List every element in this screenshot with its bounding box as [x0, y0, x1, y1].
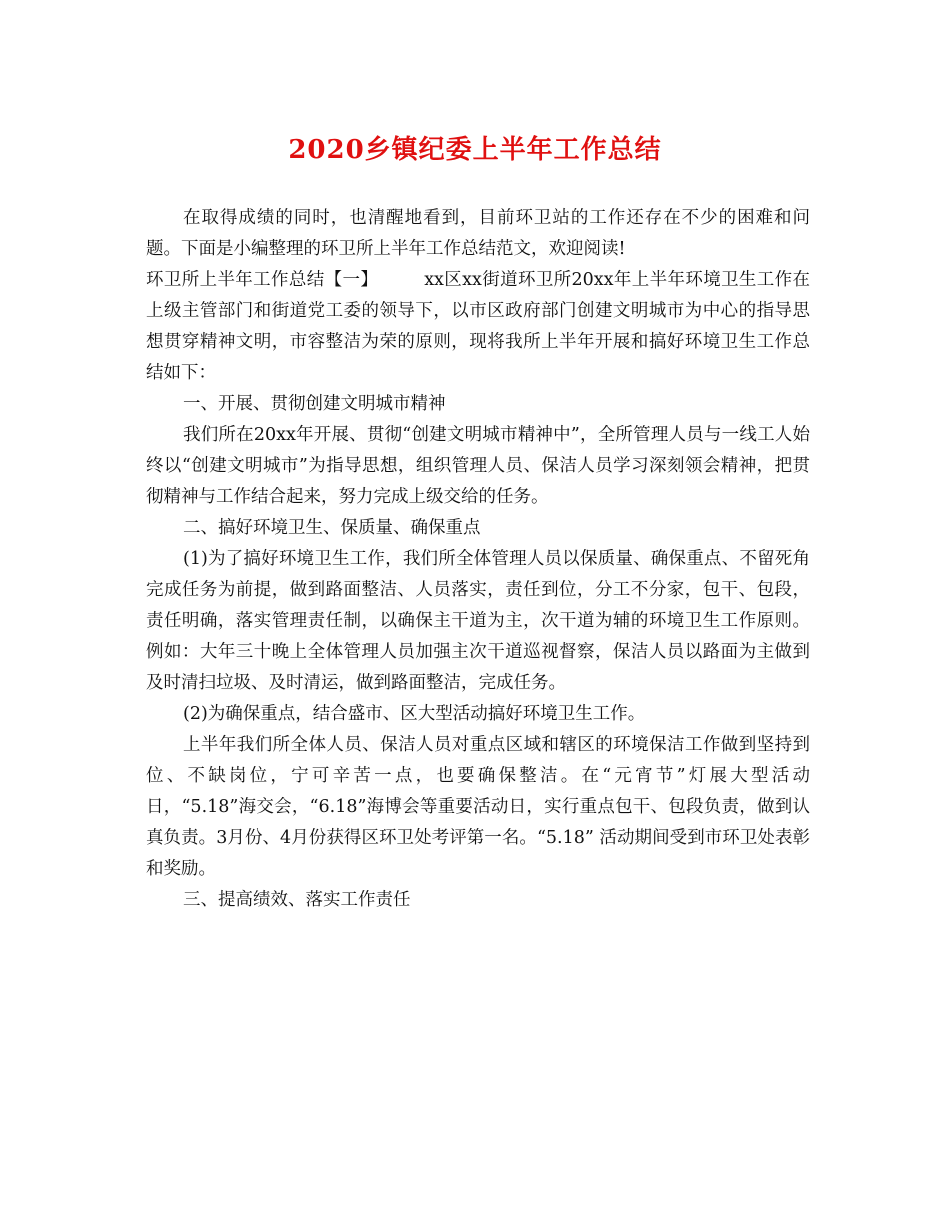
paragraph-3: (2)为确保重点，结合盛市、区大型活动搞好环境卫生工作。 [183, 704, 646, 724]
document-title: 2020乡镇纪委上半年工作总结 [288, 135, 662, 165]
heading-2: 二、搞好环境卫生、保质量、确保重点 [183, 518, 481, 538]
paragraph-1: 我们所在20xx年开展、贯彻“创建文明城市精神中”，全所管理人员与一线工人始终以“创建文明城市”为指导思想，组织管理人员、保洁人员学习深刻领会精神，把贯彻精神与工作结合起来，努力完成上级交给的任务。 [146, 425, 810, 507]
intro-paragraph: 在取得成绩的同时，也清醒地看到，目前环卫站的工作还存在不少的困难和问题。下面是小编整理的环卫所上半年工作总结范文，欢迎阅读! [146, 208, 810, 259]
paragraph-4: 上半年我们所全体人员、保洁人员对重点区域和辖区的环境保洁工作做到坚持到位、不缺岗位，宁可辛苦一点，也要确保整洁。在“元宵节”灯展大型活动日，“5.18”海交会，“6.18”海博会等重要活动日，实行重点包干、包段负责，做到认真负责。3月份、4月份获得区环卫处考评第一名。“5.18” 活动期间受到市环卫处表彰和奖励。 [146, 735, 810, 879]
section-paragraph [146, 265, 810, 389]
section-label: 环卫所上半年工作总结【一】 [146, 270, 379, 290]
document-body [146, 203, 810, 916]
paragraph-2: (1)为了搞好环境卫生工作，我们所全体管理人员以保质量、确保重点、不留死角完成任务为前提，做到路面整洁、人员落实，责任到位，分工不分家，包干、包段，责任明确，落实管理责任制，以确保主干道为主，次干道为辅的环境卫生工作原则。例如：大年三十晚上全体管理人员加强主次干道巡视督察，保洁人员以路面为主做到及时清扫垃圾、及时清运，做到路面整洁，完成任务。 [146, 549, 810, 693]
section-text: xx区xx街道环卫所20xx年上半年环境卫生工作在上级主管部门和街道党工委的领导下，以市区政府部门创建文明城市为中心的指导思想贯穿精神文明，市容整洁为荣的原则，现将我所上半年开展和搞好环境卫生工作总结如下： [146, 270, 811, 383]
heading-3: 三、提高绩效、落实工作责任 [183, 890, 411, 910]
heading-1: 一、开展、贯彻创建文明城市精神 [183, 394, 446, 414]
